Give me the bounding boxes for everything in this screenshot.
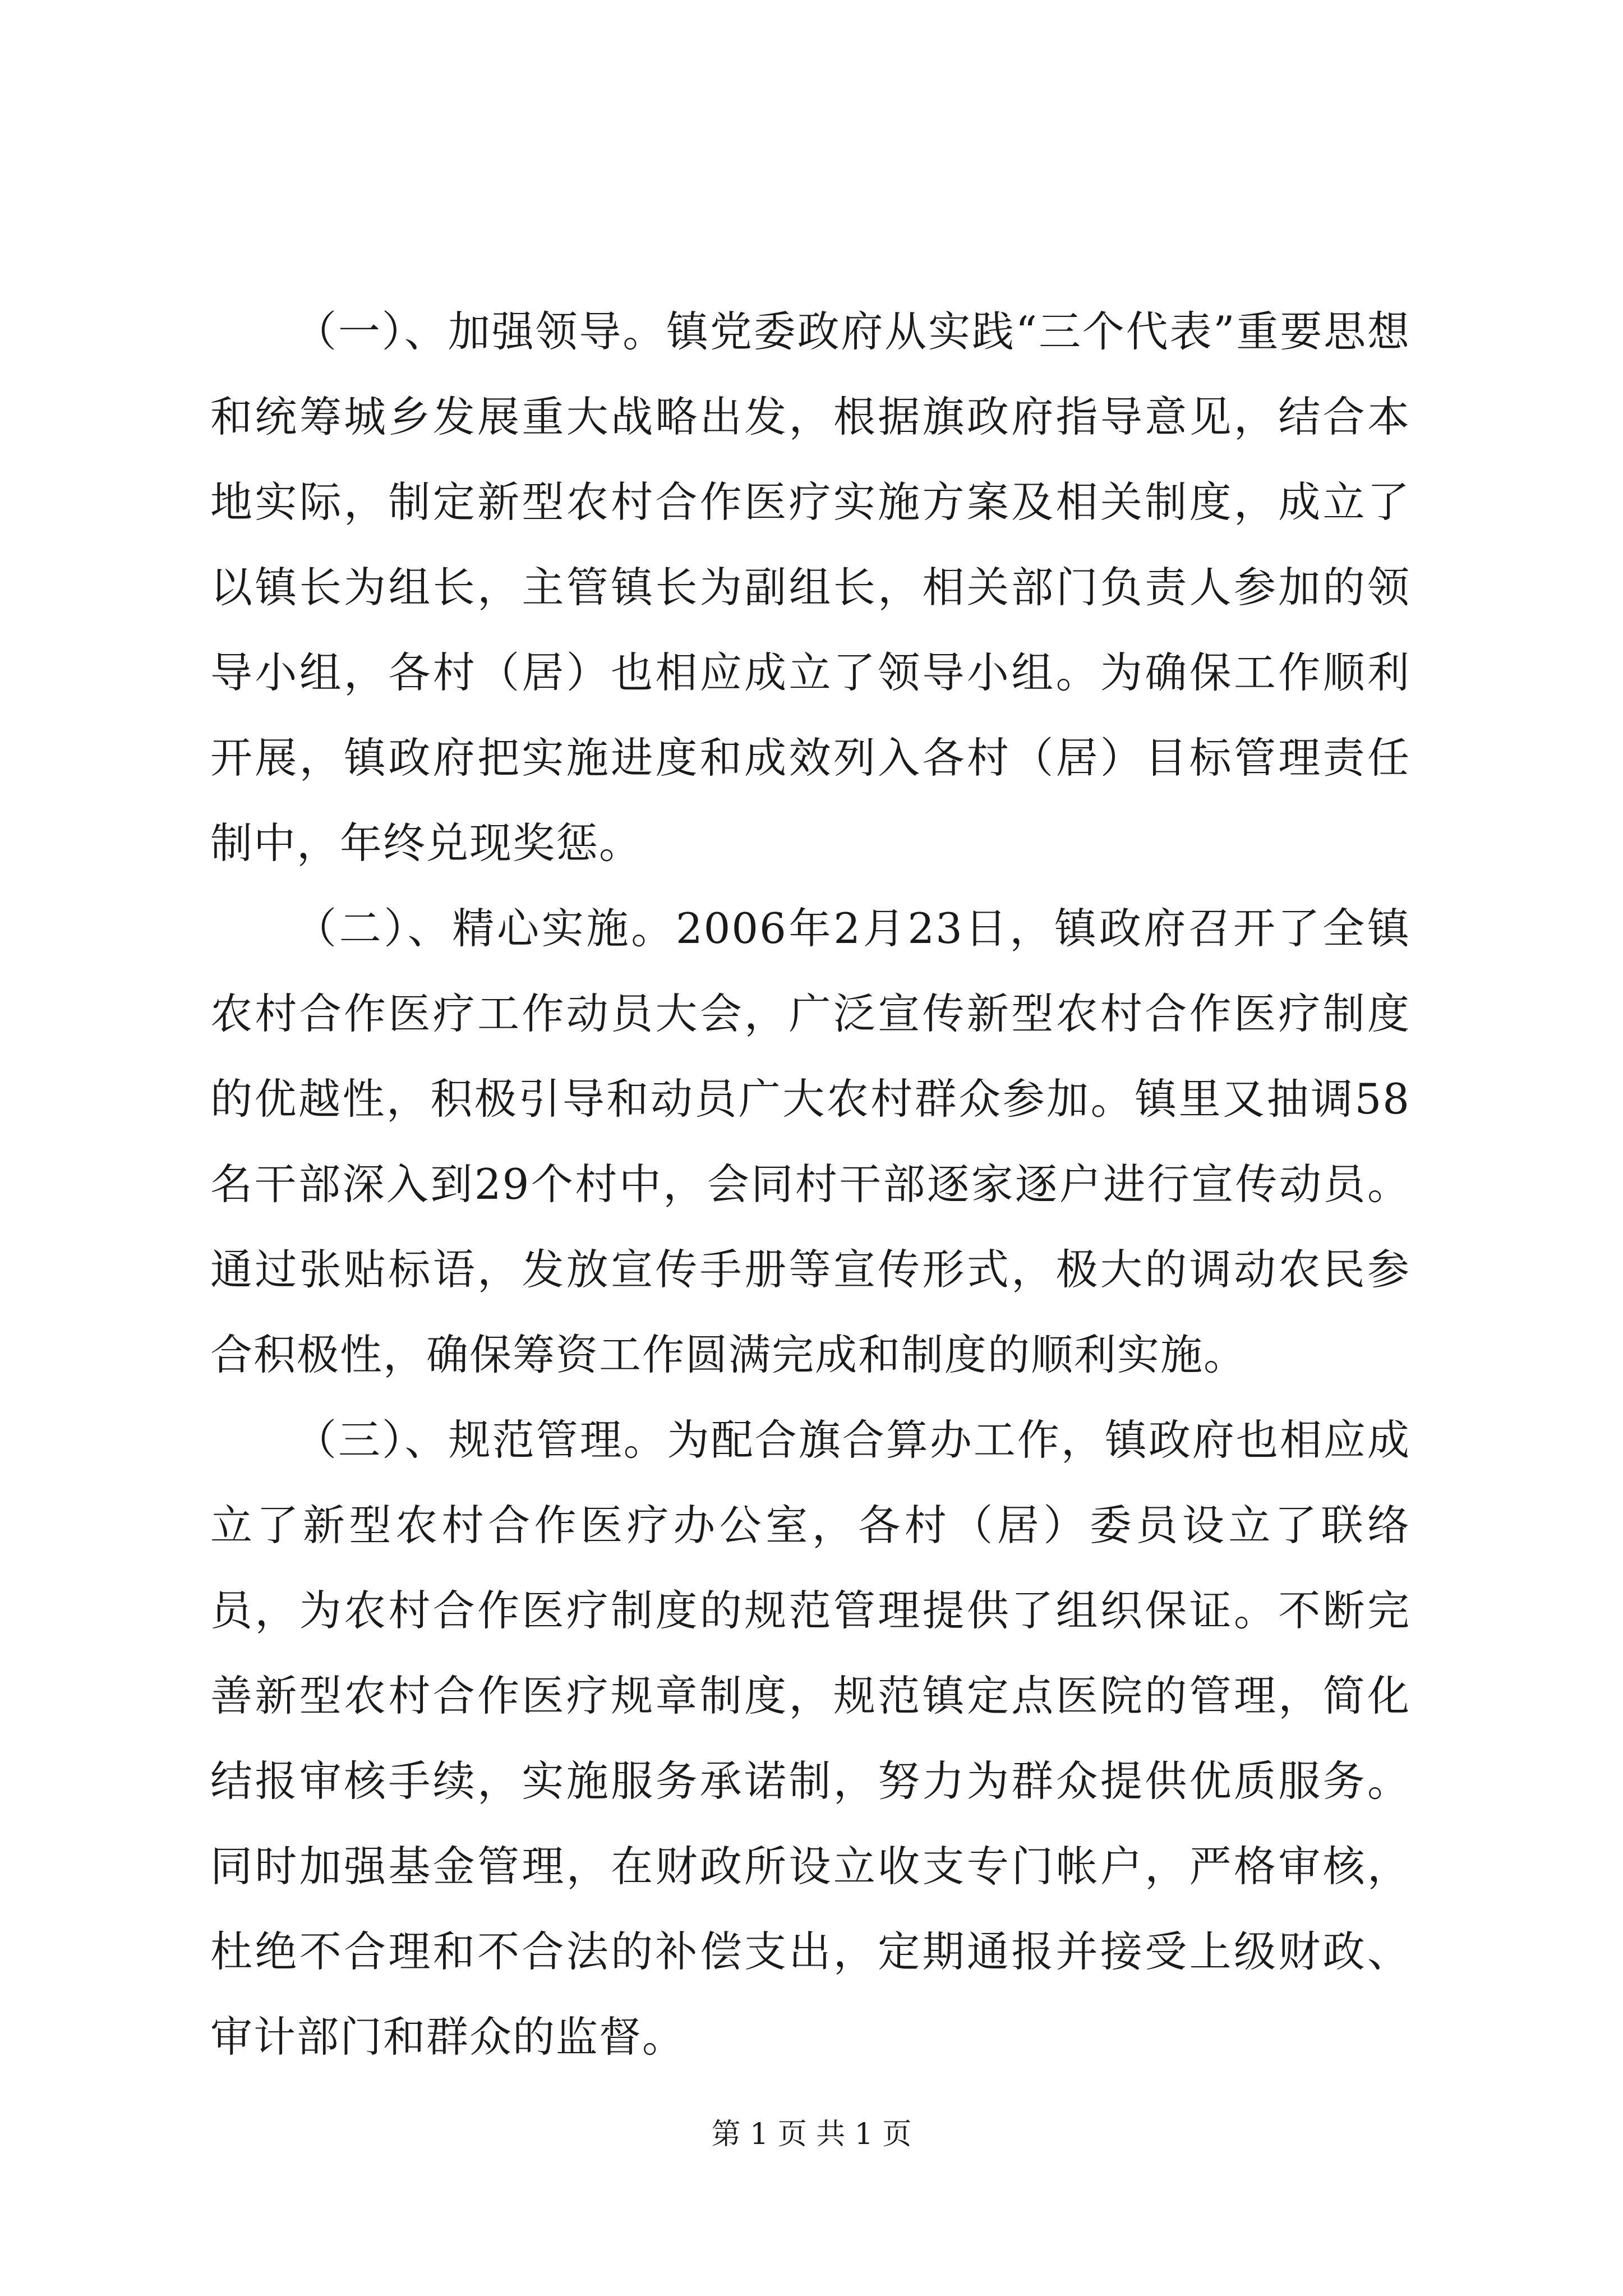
- paragraph-management: （三）、规范管理。为配合旗合算办工作，镇政府也相应成立了新型农村合作医疗办公室，各村（居）委员设立了联络员，为农村合作医疗制度的规范管理提供了组织保证。不断完善新型农村合作医疗规章制度，规范镇定点医院的管理，简化结报审核手续，实施服务承诺制，努力为群众提供优质服务。同时加强基金管理，在财政所设立收支专门帐户，严格审核，杜绝不合理和不合法的补偿支出，定期通报并接受上级财政、审计部门和群众的监督。: [210, 1415, 1410, 2062]
- paragraph-leadership: （一）、加强领导。镇党委政府从实践“三个代表”重要思想和统筹城乡发展重大战略出发，根据旗政府指导意见，结合本地实际，制定新型农村合作医疗实施方案及相关制度，成立了以镇长为组长，主管镇长为副组长，相关部门负责人参加的领导小组，各村（居）也相应成立了领导小组。为确保工作顺利开展，镇政府把实施进度和成效列入各村（居）目标管理责任制中，年终兑现奖惩。: [210, 307, 1410, 868]
- document-body: [210, 289, 1410, 2079]
- page-footer: 第 1 页 共 1 页: [711, 2118, 912, 2151]
- paragraph-implementation: （二）、精心实施。2006年2月23日，镇政府召开了全镇农村合作医疗工作动员大会，广泛宣传新型农村合作医疗制度的优越性，积极引导和动员广大农村群众参加。镇里又抽调58名干部深入到29个村中，会同村干部逐家逐户进行宣传动员。通过张贴标语，发放宣传手册等宣传形式，极大的调动农民参合积极性，确保筹资工作圆满完成和制度的顺利实施。: [210, 904, 1410, 1379]
